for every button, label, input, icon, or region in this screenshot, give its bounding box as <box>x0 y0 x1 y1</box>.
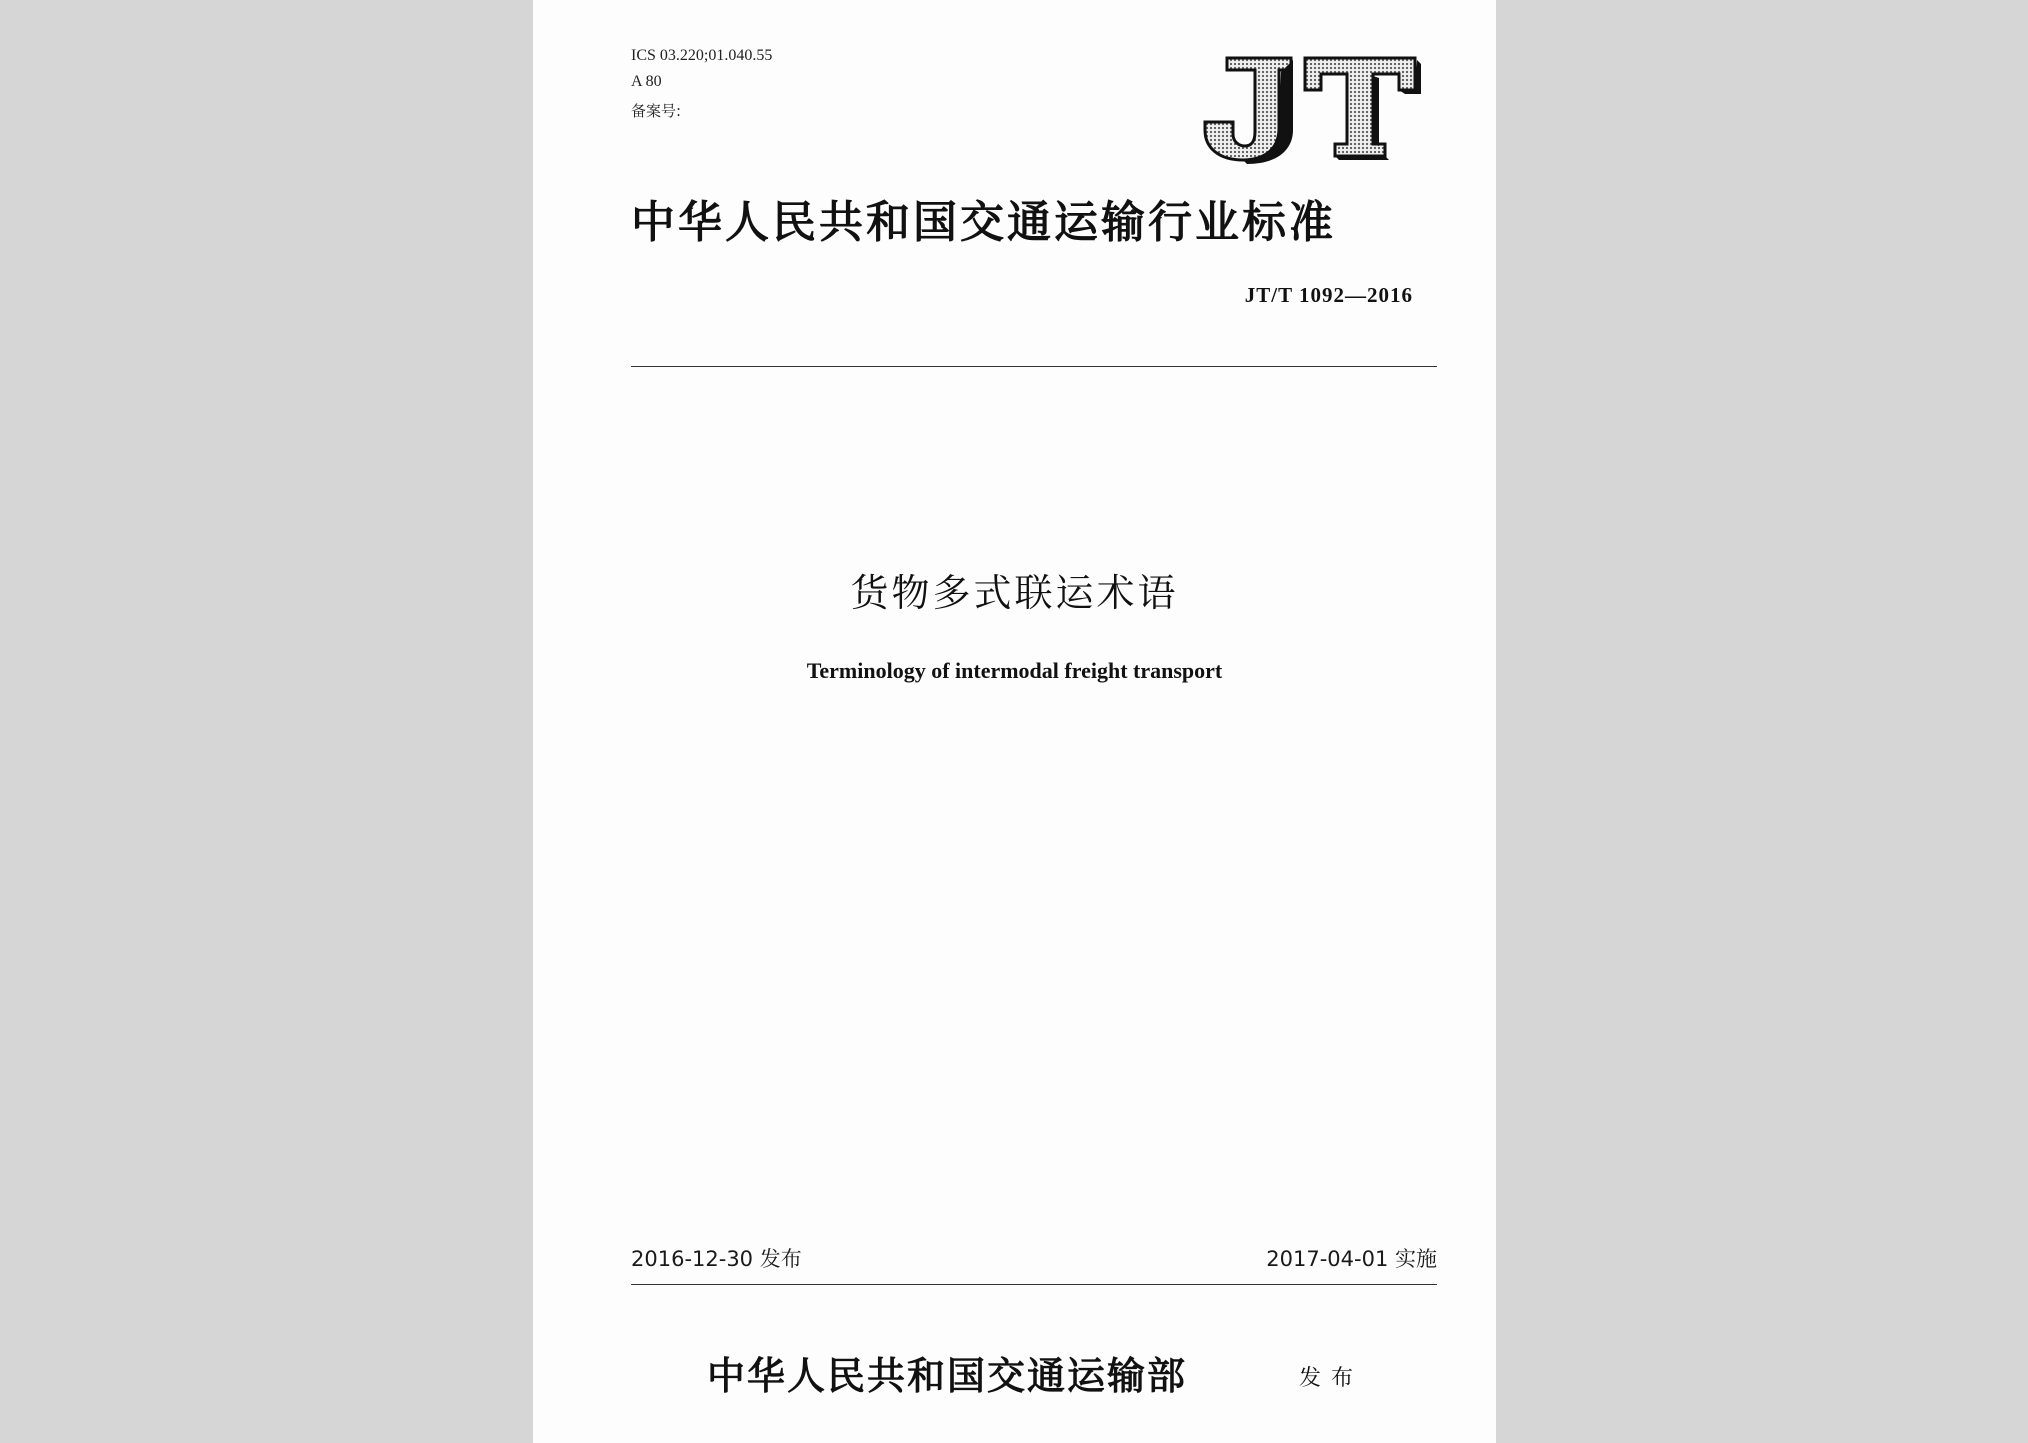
footer-divider <box>631 1284 1437 1285</box>
standard-title: 中华人民共和国交通运输行业标准 <box>631 197 1336 248</box>
document-title-cn: 货物多式联运术语 <box>850 571 1179 615</box>
implementation-date: 2017-04-01 实施 <box>1266 1247 1437 1271</box>
jt-logo <box>1193 46 1433 166</box>
document-page <box>533 0 1496 1443</box>
ics-code: ICS 03.220;01.040.55 <box>631 47 773 64</box>
publisher-name: 中华人民共和国交通运输部 <box>707 1353 1188 1398</box>
publish-date: 2016-12-30 发布 <box>631 1247 802 1271</box>
document-title-en: Terminology of intermodal freight transport <box>806 658 1223 683</box>
classification-code: A 80 <box>631 73 662 90</box>
publish-label: 发布 <box>1299 1366 1364 1391</box>
header-divider <box>631 366 1437 367</box>
standard-code: JT/T 1092—2016 <box>1244 283 1413 307</box>
record-number: 备案号: <box>631 102 682 120</box>
logo-text: JT <box>1313 126 1314 127</box>
